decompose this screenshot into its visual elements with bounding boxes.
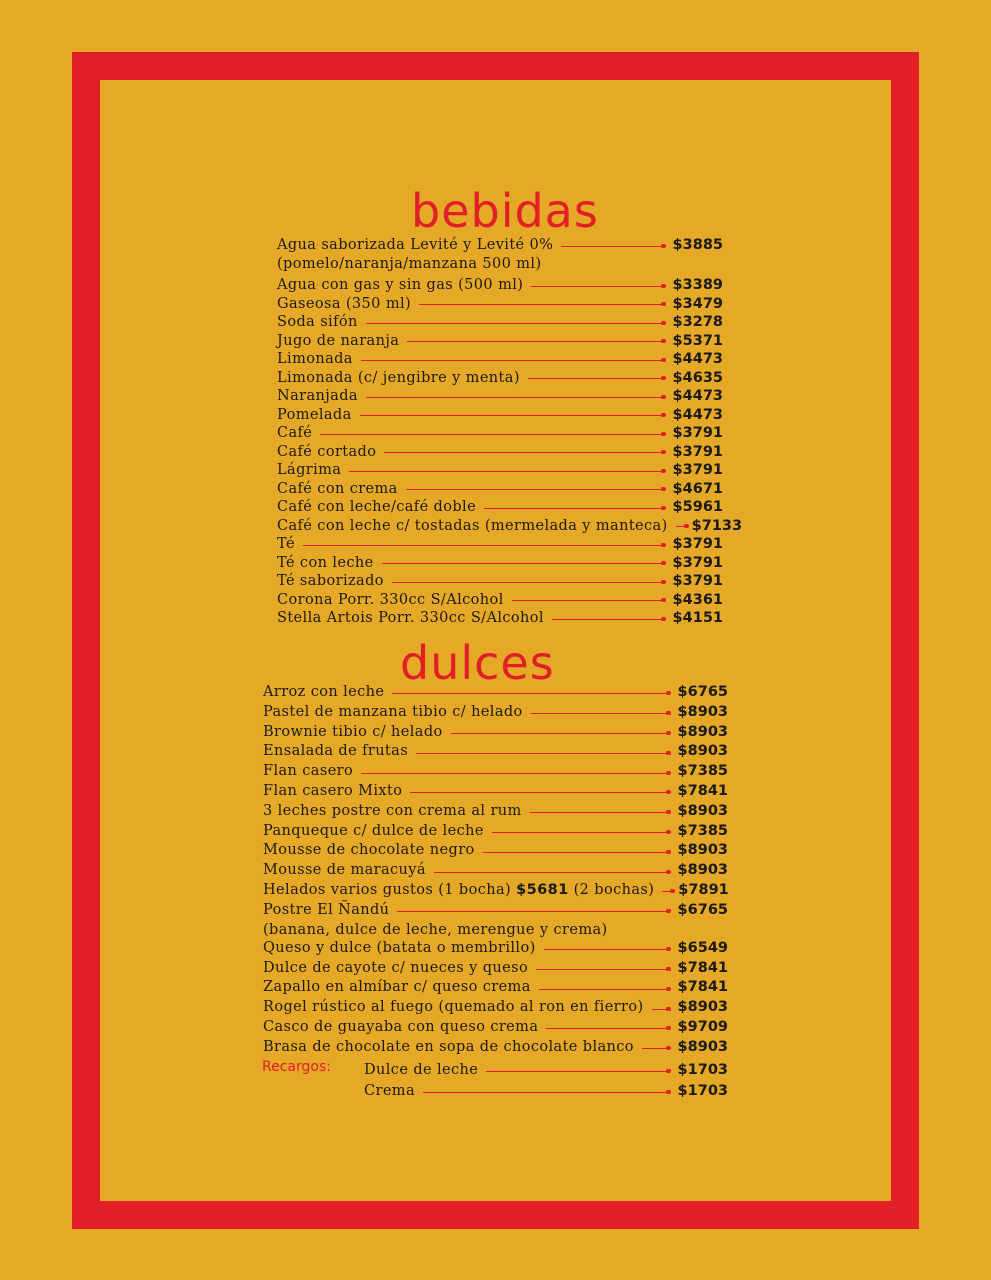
dotted-leader bbox=[451, 733, 668, 734]
menu-item-name-text: Flan casero Mixto bbox=[263, 782, 403, 799]
menu-item-price: $6765 bbox=[677, 684, 728, 700]
menu-item-name-text: Agua saborizada Levité y Levité 0% bbox=[277, 237, 554, 253]
menu-item bbox=[277, 535, 723, 554]
menu-item-name bbox=[263, 782, 402, 802]
menu-item bbox=[263, 861, 728, 881]
dotted-leader bbox=[546, 1028, 668, 1029]
dotted-leader bbox=[407, 341, 663, 342]
bebidas-list bbox=[277, 236, 743, 628]
dotted-leader bbox=[528, 378, 663, 379]
menu-item-name-text: Café con leche c/ tostadas (mermelada y manteca) bbox=[277, 517, 668, 534]
menu-item-name bbox=[277, 276, 523, 295]
dotted-leader bbox=[361, 773, 668, 774]
menu-item-name-text: Postre El Ñandú bbox=[263, 901, 390, 918]
dotted-leader bbox=[531, 286, 663, 287]
menu-item-price: $3791 bbox=[672, 425, 723, 441]
menu-item-name bbox=[263, 822, 484, 842]
menu-item-inline-price: $5681 bbox=[516, 881, 569, 898]
menu-item bbox=[277, 572, 723, 591]
menu-item-price: $9709 bbox=[677, 1018, 728, 1035]
menu-item bbox=[263, 762, 728, 782]
menu-item-name-text: Rogel rústico al fuego (quemado al ron en fierro) bbox=[263, 999, 644, 1016]
menu-item-price: $8903 bbox=[677, 723, 728, 740]
menu-item bbox=[277, 461, 723, 480]
menu-item-name-text: Queso y dulce (batata o membrillo) bbox=[263, 939, 536, 956]
menu-item bbox=[263, 802, 728, 822]
dotted-leader bbox=[662, 891, 672, 892]
dotted-leader bbox=[484, 508, 663, 509]
menu-item-price: $8903 bbox=[677, 999, 728, 1016]
dotted-leader bbox=[539, 989, 668, 990]
menu-item-name bbox=[277, 517, 668, 536]
menu-item bbox=[277, 387, 723, 406]
menu-item-name bbox=[263, 1038, 634, 1058]
menu-item-name-text: Corona Porr. 330cc S/Alcohol bbox=[277, 591, 504, 608]
menu-item-name bbox=[277, 387, 358, 406]
menu-item-price: $8903 bbox=[677, 743, 728, 760]
menu-item bbox=[277, 591, 723, 610]
menu-item-name-text: Té saborizado bbox=[277, 573, 384, 589]
menu-item-name bbox=[277, 461, 341, 480]
menu-item-name-text: Ensalada de frutas bbox=[263, 743, 409, 760]
menu-item-name-text: Café bbox=[277, 425, 313, 441]
menu-item-price: $8903 bbox=[677, 842, 728, 859]
dotted-leader bbox=[349, 471, 663, 472]
menu-item-price: $4671 bbox=[672, 480, 723, 497]
menu-item-name-text: Café cortado bbox=[277, 443, 377, 460]
menu-item bbox=[263, 782, 728, 802]
menu-item-price: $5961 bbox=[672, 499, 723, 515]
menu-item-price: $4473 bbox=[672, 351, 723, 367]
menu-item-name bbox=[263, 861, 426, 881]
dotted-leader bbox=[552, 619, 663, 620]
menu-item bbox=[263, 822, 728, 842]
menu-item bbox=[277, 236, 723, 276]
menu-item-price: $3791 bbox=[672, 443, 723, 460]
menu-item-name-text: Pomelada bbox=[277, 406, 352, 423]
dotted-leader bbox=[360, 415, 663, 416]
menu-item bbox=[263, 841, 728, 861]
menu-item bbox=[277, 406, 723, 425]
menu-item-price: $7385 bbox=[677, 763, 728, 780]
menu-item bbox=[364, 1081, 728, 1102]
menu-item-price: $1703 bbox=[677, 1083, 728, 1099]
menu-item-name bbox=[263, 683, 384, 703]
menu-item-price: $4473 bbox=[672, 388, 723, 404]
menu-item-price: $8903 bbox=[677, 862, 728, 879]
menu-item-name bbox=[263, 998, 644, 1018]
dotted-leader bbox=[486, 1071, 668, 1072]
menu-item-name-text: Arroz con leche bbox=[263, 684, 385, 700]
menu-item-price: $8903 bbox=[677, 802, 728, 819]
dotted-leader bbox=[384, 452, 663, 453]
dotted-leader bbox=[531, 713, 668, 714]
menu-item-price: $7385 bbox=[677, 822, 728, 839]
menu-item-price: $7841 bbox=[677, 782, 728, 799]
menu-item-price: $7133 bbox=[691, 517, 743, 534]
menu-item bbox=[263, 959, 728, 979]
menu-item bbox=[277, 313, 723, 332]
menu-item-name-text: Gaseosa (350 ml) bbox=[277, 295, 412, 312]
menu-item-name-text: Té con leche bbox=[277, 554, 374, 571]
menu-item-price: $5371 bbox=[672, 332, 723, 349]
menu-item-price: $8903 bbox=[677, 1038, 728, 1055]
menu-item bbox=[263, 703, 728, 723]
menu-item bbox=[277, 350, 723, 369]
dotted-leader bbox=[642, 1048, 668, 1049]
menu-item-name bbox=[263, 841, 475, 861]
menu-item-name-text: Té bbox=[277, 536, 295, 552]
menu-item-price: $1703 bbox=[677, 1062, 728, 1078]
menu-item-name bbox=[277, 332, 399, 351]
menu-item bbox=[263, 901, 728, 939]
menu-item bbox=[263, 998, 728, 1018]
menu-item-price: $8903 bbox=[677, 703, 728, 720]
menu-item-price: $7891 bbox=[678, 881, 729, 898]
menu-item-price: $3278 bbox=[672, 314, 723, 330]
menu-item-name bbox=[263, 802, 522, 822]
menu-item-price: $7841 bbox=[677, 979, 728, 996]
dotted-leader bbox=[416, 753, 668, 754]
menu-item-price: $4635 bbox=[672, 369, 723, 386]
menu-item-name-text: Stella Artois Porr. 330cc S/Alcohol bbox=[277, 610, 544, 626]
menu-item-name-text: Panqueque c/ dulce de leche bbox=[263, 822, 484, 839]
menu-item-name-text: Jugo de naranja bbox=[277, 332, 400, 349]
menu-item bbox=[277, 480, 723, 499]
menu-item bbox=[263, 1038, 728, 1058]
dotted-leader bbox=[434, 872, 668, 873]
menu-item-name-text: Dulce de cayote c/ nueces y queso bbox=[263, 959, 529, 976]
menu-item bbox=[263, 742, 728, 762]
menu-item-name bbox=[277, 535, 295, 554]
menu-item-name bbox=[263, 742, 408, 762]
dotted-leader bbox=[423, 1092, 668, 1093]
menu-item bbox=[263, 939, 728, 959]
menu-item-price: $4151 bbox=[672, 610, 723, 626]
menu-item-description: (banana, dulce de leche, merengue y crema) bbox=[263, 921, 608, 938]
menu-item-name-text: Casco de guayaba con queso crema bbox=[263, 1018, 539, 1035]
menu-item-name bbox=[277, 443, 376, 462]
menu-item bbox=[263, 978, 728, 998]
menu-item-name bbox=[277, 572, 384, 591]
menu-item-price: $3791 bbox=[672, 573, 723, 589]
section-title-bebidas: bebidas bbox=[411, 184, 599, 238]
menu-item-price: $3791 bbox=[672, 554, 723, 571]
menu-item-name-text: Mousse de maracuyá bbox=[263, 862, 426, 879]
dotted-leader bbox=[406, 489, 663, 490]
recargos-label: Recargos: bbox=[262, 1059, 331, 1075]
menu-item-name-text: Brownie tibio c/ helado bbox=[263, 723, 443, 740]
menu-item-name bbox=[263, 939, 536, 959]
dotted-leader bbox=[361, 360, 663, 361]
menu-item-name bbox=[263, 978, 531, 998]
menu-item-name-text: Naranjada bbox=[277, 388, 358, 404]
menu-item-name bbox=[277, 609, 544, 628]
menu-item-price: $3389 bbox=[672, 277, 723, 293]
menu-item bbox=[263, 881, 728, 901]
menu-item bbox=[277, 443, 723, 462]
dotted-leader bbox=[561, 246, 663, 247]
dotted-leader bbox=[536, 969, 668, 970]
menu-item-price: $6549 bbox=[677, 939, 728, 956]
menu-item-name-text: Dulce de leche bbox=[364, 1062, 479, 1078]
dotted-leader bbox=[382, 563, 663, 564]
menu-item-name-text: Crema bbox=[364, 1083, 416, 1099]
menu-item-name-tail: (2 bochas) bbox=[573, 881, 655, 898]
menu-item-name bbox=[277, 406, 352, 425]
menu-item bbox=[277, 424, 723, 443]
menu-item-name-text: Limonada (c/ jengibre y menta) bbox=[277, 369, 520, 386]
menu-item-name bbox=[263, 959, 528, 979]
dotted-leader bbox=[512, 600, 663, 601]
menu-item-name bbox=[277, 295, 411, 314]
menu-item bbox=[277, 517, 743, 536]
menu-item-name bbox=[277, 350, 353, 369]
menu-item-price: $3791 bbox=[672, 462, 723, 478]
menu-item-name-text: Café con leche/café doble bbox=[277, 499, 477, 515]
menu-item-name-text: Lágrima bbox=[277, 462, 342, 478]
menu-item-name-text: Café con crema bbox=[277, 480, 398, 497]
menu-item-name bbox=[277, 424, 312, 443]
menu-item-name bbox=[364, 1060, 478, 1081]
menu-item-price: $6765 bbox=[677, 901, 728, 918]
menu-item bbox=[277, 498, 723, 517]
menu-item-name-text: Helados varios gustos (1 bocha) bbox=[263, 881, 512, 898]
menu-item-name bbox=[263, 723, 443, 743]
dotted-leader bbox=[366, 323, 663, 324]
menu-item-price: $4473 bbox=[672, 406, 723, 423]
menu-item bbox=[277, 276, 723, 295]
section-title-dulces: dulces bbox=[400, 636, 555, 690]
menu-item-price: $3791 bbox=[672, 536, 723, 552]
menu-item-name bbox=[277, 236, 553, 255]
dotted-leader bbox=[419, 304, 663, 305]
menu-item-name-text: Soda sifón bbox=[277, 314, 358, 330]
menu-item-name bbox=[263, 703, 523, 723]
menu-item-name-text: Pastel de manzana tibio c/ helado bbox=[263, 703, 523, 720]
dotted-leader bbox=[303, 545, 663, 546]
menu-item-name-text: Agua con gas y sin gas (500 ml) bbox=[277, 277, 524, 293]
menu-item-name bbox=[277, 369, 520, 388]
menu-item-name-text: 3 leches postre con crema al rum bbox=[263, 802, 522, 819]
menu-item-name bbox=[277, 480, 398, 499]
dotted-leader bbox=[483, 852, 668, 853]
menu-item bbox=[277, 554, 723, 573]
menu-item-price: $4361 bbox=[672, 591, 723, 608]
menu-item bbox=[364, 1060, 728, 1081]
menu-item bbox=[277, 609, 723, 628]
dotted-leader bbox=[397, 911, 668, 912]
recargos-list bbox=[364, 1060, 728, 1102]
menu-item-name-text: Zapallo en almíbar c/ queso crema bbox=[263, 979, 531, 996]
menu-item-name bbox=[364, 1081, 415, 1102]
menu-item bbox=[277, 369, 723, 388]
dotted-leader bbox=[366, 397, 663, 398]
menu-item-price: $7841 bbox=[677, 959, 728, 976]
dotted-leader bbox=[410, 792, 668, 793]
menu-item-name bbox=[277, 498, 476, 517]
dotted-leader bbox=[492, 832, 668, 833]
menu-item bbox=[277, 295, 723, 314]
menu-item-price: $3885 bbox=[672, 237, 723, 253]
menu-item-name-text: Brasa de chocolate en sopa de chocolate blanco bbox=[263, 1038, 634, 1055]
menu-item bbox=[277, 332, 723, 351]
menu-item-name-text: Limonada bbox=[277, 351, 353, 367]
menu-item bbox=[263, 683, 728, 703]
dotted-leader bbox=[544, 949, 668, 950]
menu-item-name bbox=[277, 591, 504, 610]
menu-item-name bbox=[263, 1018, 538, 1038]
dulces-list bbox=[263, 683, 728, 1058]
dotted-leader bbox=[392, 582, 663, 583]
menu-item-name bbox=[263, 881, 654, 901]
menu-item-name-text: Mousse de chocolate negro bbox=[263, 842, 475, 859]
menu-item bbox=[263, 723, 728, 743]
menu-item-name bbox=[277, 313, 358, 332]
menu-item-name bbox=[263, 762, 353, 782]
dotted-leader bbox=[530, 812, 668, 813]
dotted-leader bbox=[652, 1009, 668, 1010]
menu-item-description: (pomelo/naranja/manzana 500 ml) bbox=[277, 255, 542, 272]
menu-item-name bbox=[263, 901, 389, 921]
dotted-leader bbox=[676, 526, 686, 527]
menu-item-name bbox=[277, 554, 374, 573]
menu-item-price: $3479 bbox=[672, 295, 723, 312]
dotted-leader bbox=[320, 434, 663, 435]
dotted-leader bbox=[392, 693, 668, 694]
menu-item bbox=[263, 1018, 728, 1038]
menu-item-name-text: Flan casero bbox=[263, 763, 354, 780]
